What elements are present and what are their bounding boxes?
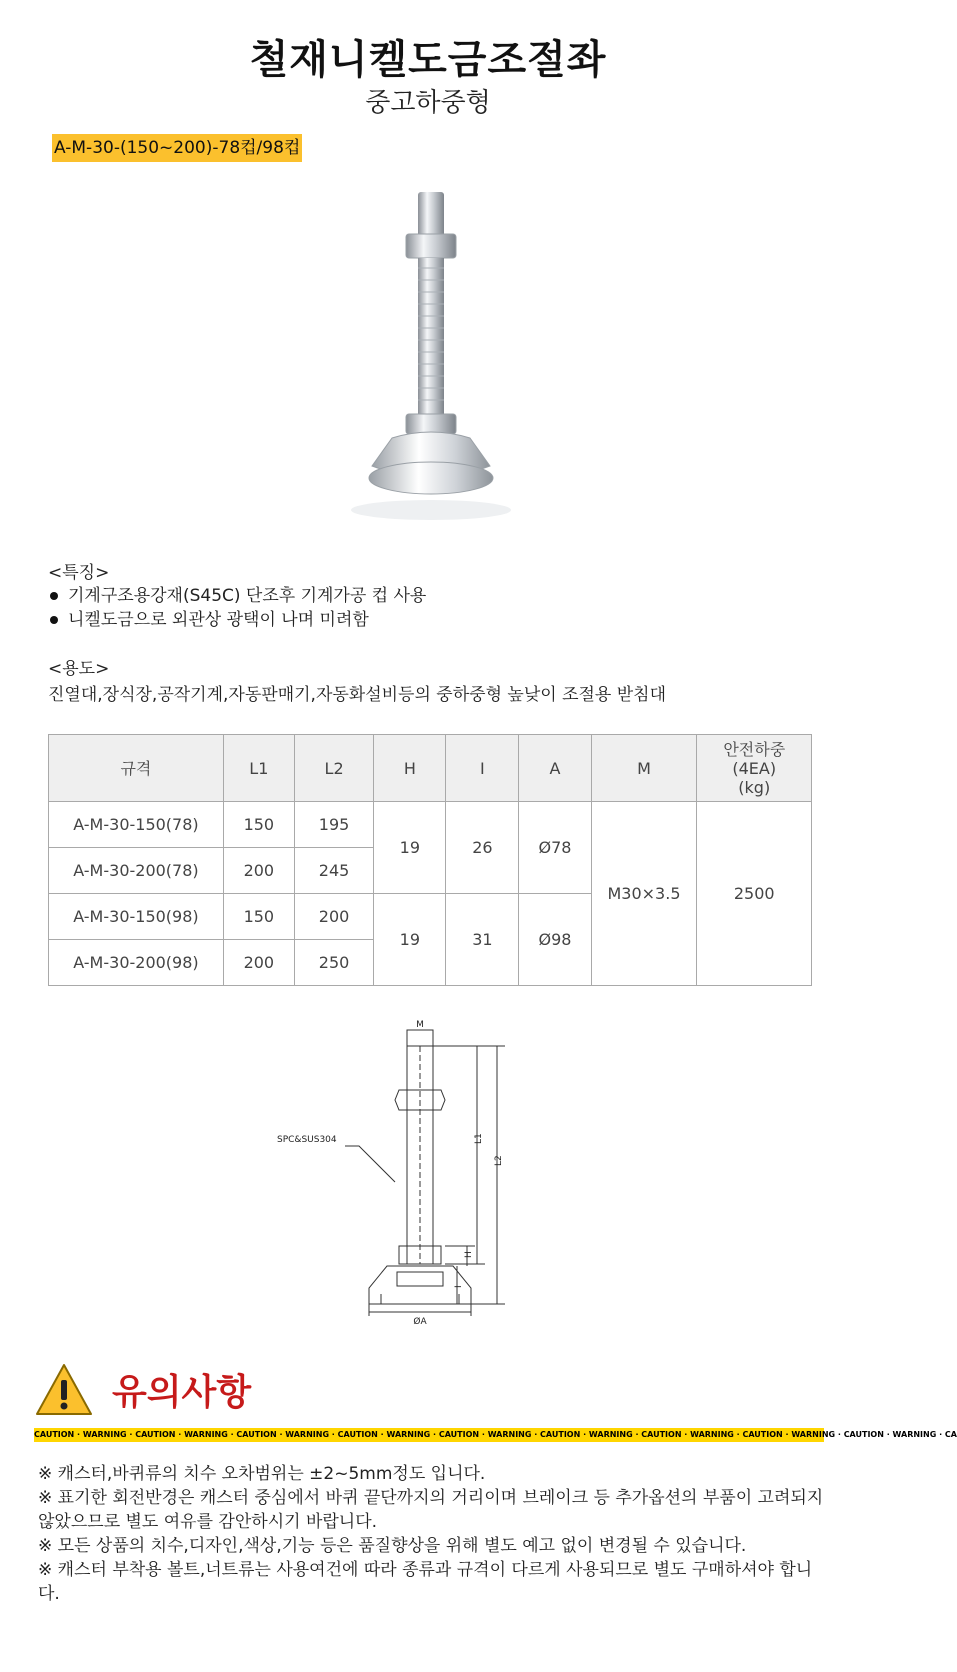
load-header-line: (4EA) bbox=[732, 758, 777, 778]
cell-l2: 195 bbox=[294, 802, 373, 848]
cell-model: A-M-30-200(98) bbox=[49, 940, 224, 986]
cell-i: 26 bbox=[446, 802, 519, 894]
note-text: ※ 표기한 회전반경은 캐스터 중심에서 바퀴 끝단까지의 거리이며 브레이크 등 추가옵션의 부품이 고려되지 않았으므로 별도 여유를 감안하시기 바랍니다. bbox=[38, 1488, 824, 1532]
list-item bbox=[48, 584, 426, 608]
cell-a: Ø98 bbox=[519, 894, 591, 986]
cell-m: M30×3.5 bbox=[591, 802, 697, 986]
cell-a: Ø78 bbox=[519, 802, 591, 894]
note-text: ※ 캐스터,바퀴류의 치수 오차범위는 ±2~5mm정도 입니다. bbox=[38, 1464, 486, 1484]
feature-text: 기계구조용강재(S45C) 단조후 기계가공 컵 사용 bbox=[68, 586, 427, 606]
col-header-load bbox=[697, 735, 812, 802]
cell-l2: 250 bbox=[294, 940, 373, 986]
table-header-row bbox=[49, 735, 812, 802]
cell-i: 31 bbox=[446, 894, 519, 986]
table-row bbox=[49, 802, 812, 848]
cell-h: 19 bbox=[374, 802, 446, 894]
model-tag: A-M-30-(150~200)-78컵/98컵 bbox=[52, 134, 302, 162]
cell-l1: 200 bbox=[223, 940, 294, 986]
load-header-line: (kg) bbox=[738, 777, 771, 797]
cell-model: A-M-30-150(78) bbox=[49, 802, 224, 848]
cell-load: 2500 bbox=[697, 802, 812, 986]
drawing-label-m: M bbox=[416, 1020, 424, 1030]
caution-notes bbox=[38, 1462, 828, 1606]
col-header-l2: L2 bbox=[294, 735, 373, 802]
page-title: 철재니켈도금조절좌 bbox=[249, 37, 607, 83]
drawing-label-material: SPC&SUS304 bbox=[277, 1135, 337, 1145]
load-header-line: 안전하중 bbox=[723, 739, 786, 759]
drawing-label-a: ØA bbox=[413, 1317, 427, 1327]
bullet-icon bbox=[50, 592, 58, 600]
col-header-m: M bbox=[591, 735, 697, 802]
spec-table bbox=[48, 734, 812, 986]
drawing-label-h: H bbox=[464, 1251, 474, 1258]
features-list bbox=[48, 584, 426, 632]
list-item bbox=[48, 608, 426, 632]
col-header-i: I bbox=[446, 735, 519, 802]
product-photo bbox=[340, 188, 520, 528]
note-text: ※ 캐스터 부착용 볼트,너트류는 사용여건에 따라 종류과 규격이 다르게 사용되므로 별도 구매하셔야 합니다. bbox=[38, 1560, 813, 1604]
cell-l2: 245 bbox=[294, 848, 373, 894]
col-header-model: 규격 bbox=[49, 735, 224, 802]
col-header-a: A bbox=[519, 735, 591, 802]
cell-l1: 200 bbox=[223, 848, 294, 894]
drawing-label-l1: L1 bbox=[474, 1133, 484, 1144]
feature-text: 니켈도금으로 외관상 광택이 나며 미려함 bbox=[68, 610, 369, 630]
page-subtitle: 중고하중형 bbox=[365, 88, 491, 118]
warning-icon bbox=[34, 1362, 94, 1418]
cell-l1: 150 bbox=[223, 894, 294, 940]
caution-tape: CAUTION · WARNING · CAUTION · WARNING · CAUTION · WARNING · CAUTION · WARNING · CAUTION · WARNING · CAUTION · WARNING · CAUTION · WARNING · CAUTION · WARNING · CAUTION · WARNING · CA bbox=[34, 1428, 824, 1442]
col-header-h: H bbox=[374, 735, 446, 802]
col-header-l1: L1 bbox=[223, 735, 294, 802]
drawing-label-i: I bbox=[454, 1285, 464, 1288]
cell-l1: 150 bbox=[223, 802, 294, 848]
note-text: ※ 모든 상품의 치수,디자인,색상,기능 등은 품질향상을 위해 별도 예고 없이 변경될 수 있습니다. bbox=[38, 1536, 747, 1556]
cell-model: A-M-30-150(98) bbox=[49, 894, 224, 940]
cell-l2: 200 bbox=[294, 894, 373, 940]
technical-drawing bbox=[277, 1016, 555, 1336]
usage-heading: <용도> bbox=[48, 659, 110, 679]
caution-title: 유의사항 bbox=[112, 1372, 252, 1413]
features-heading: <특징> bbox=[48, 563, 110, 583]
usage-text: 진열대,장식장,공작기계,자동판매기,자동화설비등의 중하중형 높낮이 조절용 받침대 bbox=[48, 685, 666, 705]
cell-model: A-M-30-200(78) bbox=[49, 848, 224, 894]
cell-h: 19 bbox=[374, 894, 446, 986]
drawing-label-l2: L2 bbox=[494, 1155, 504, 1166]
bullet-icon bbox=[50, 616, 58, 624]
